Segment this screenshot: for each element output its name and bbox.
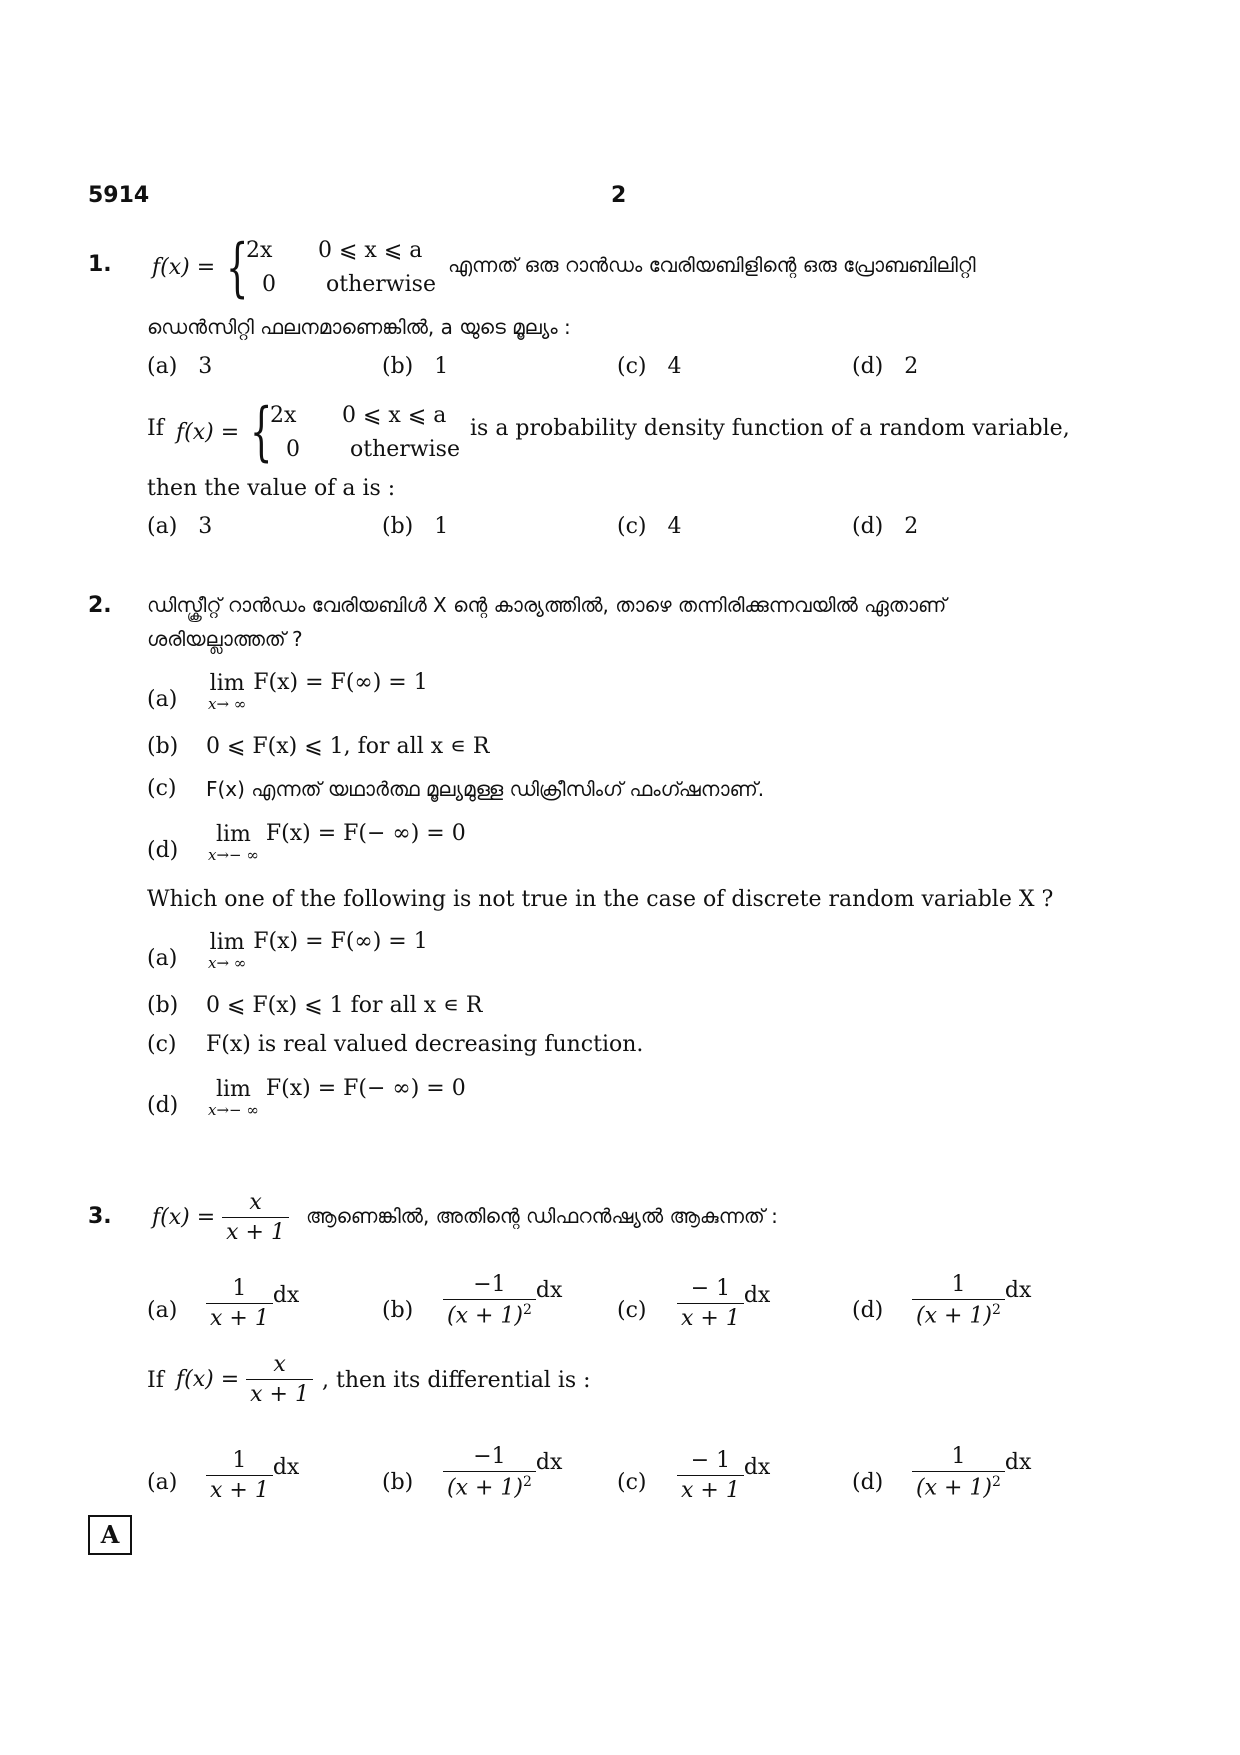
q3-ml-option-a-label: (a) bbox=[147, 1298, 178, 1323]
q2-en-option-d-label: (d) bbox=[147, 1093, 179, 1118]
q2-en-option-a: lim x→ ∞ F(x) = F(∞) = 1 bbox=[208, 929, 428, 972]
q1-en-text-2: then the value of a is : bbox=[147, 476, 396, 501]
q1-ml-option-d: (d) 2 bbox=[852, 354, 919, 379]
q2-ml-text-2: ശരിയല്ലാത്തത് ? bbox=[147, 627, 303, 651]
q1-en-option-c: (c) 4 bbox=[617, 514, 682, 539]
q1-en-func-lhs: f(x) = bbox=[176, 420, 240, 445]
q3-en-option-b-label: (b) bbox=[382, 1470, 414, 1495]
q1-en-case1-cond: 0 ⩽ x ⩽ a bbox=[342, 403, 447, 428]
q2-ml-option-d: lim x→− ∞ F(x) = F(− ∞) = 0 bbox=[208, 821, 466, 864]
q2-ml-option-b: 0 ⩽ F(x) ⩽ 1, for all x ∊ R bbox=[206, 734, 490, 759]
q2-ml-option-a: lim x→ ∞ F(x) = F(∞) = 1 bbox=[208, 670, 428, 713]
q3-en-option-c-label: (c) bbox=[617, 1470, 647, 1495]
q1-ml-text-2: ഡെൻസിറ്റി ഫലനമാണെങ്കിൽ, a യുടെ മൂല്യം : bbox=[147, 315, 571, 339]
q2-en-option-c: F(x) is real valued decreasing function. bbox=[206, 1032, 644, 1057]
q3-ml-func: f(x) = $\frac{x}{x + 1}$ bbox=[152, 1190, 289, 1245]
q3-en-func: f(x) = $\frac{x}{x + 1}$ bbox=[176, 1352, 313, 1407]
q2-en-option-c-label: (c) bbox=[147, 1032, 177, 1057]
series-box: A bbox=[88, 1515, 132, 1555]
q1-ml-case1-cond: 0 ⩽ x ⩽ a bbox=[318, 238, 423, 263]
q2-ml-option-c: F(x) എന്നത് യഥാർത്ഥ മൂല്യമുള്ള ഡിക്രീസിംഗ് ഫംഗ്ഷനാണ്. bbox=[206, 777, 765, 801]
q3-ml-option-c: $\frac{- 1}{x + 1}$ dx bbox=[677, 1276, 770, 1331]
q2-en-option-d: lim x→− ∞ F(x) = F(− ∞) = 0 bbox=[208, 1076, 466, 1119]
q1-en-text-1: is a probability density function of a random variable, bbox=[470, 416, 1070, 441]
q2-en-option-b: 0 ⩽ F(x) ⩽ 1 for all x ∊ R bbox=[206, 993, 483, 1018]
q3-en-option-a-label: (a) bbox=[147, 1470, 178, 1495]
q3-ml-option-b: $\frac{-1}{(x + 1)^2}$ dx bbox=[443, 1272, 562, 1328]
q1-ml-brace: { bbox=[226, 231, 249, 305]
q1-ml-case2-expr: 0 bbox=[262, 272, 276, 297]
q3-ml-option-d: $\frac{1}{(x + 1)^2}$ dx bbox=[912, 1272, 1031, 1328]
q1-ml-option-c: (c) 4 bbox=[617, 354, 682, 379]
q3-ml-option-c-label: (c) bbox=[617, 1298, 647, 1323]
q3-ml-option-b-label: (b) bbox=[382, 1298, 414, 1323]
q2-en-text: Which one of the following is not true in the case of discrete random variable X ? bbox=[147, 887, 1054, 912]
q3-en-option-d-label: (d) bbox=[852, 1470, 884, 1495]
page-number: 2 bbox=[611, 183, 627, 208]
q1-en-option-b: (b) 1 bbox=[382, 514, 449, 539]
q1-ml-option-a: (a) 3 bbox=[147, 354, 213, 379]
q3-en-if: If bbox=[147, 1368, 164, 1393]
q1-en-option-a: (a) 3 bbox=[147, 514, 213, 539]
paper-code: 5914 bbox=[88, 183, 150, 208]
q3-ml-option-d-label: (d) bbox=[852, 1298, 884, 1323]
q1-en-if: If bbox=[147, 416, 164, 441]
q2-en-option-b-label: (b) bbox=[147, 993, 179, 1018]
q1-ml-func-lhs: f(x) = bbox=[152, 255, 216, 280]
q1-en-case1-expr: 2x bbox=[270, 403, 297, 428]
q3-ml-option-a: $\frac{1}{x + 1}$ dx bbox=[206, 1276, 299, 1331]
q3-en-option-b: $\frac{-1}{(x + 1)^2}$ dx bbox=[443, 1444, 562, 1500]
q1-ml-text-1: എന്നത് ഒരു റാൻഡം വേരിയബിളിന്റെ ഒരു പ്രോബബിലിറ്റി bbox=[448, 253, 976, 277]
q1-ml-option-b: (b) 1 bbox=[382, 354, 449, 379]
q3-en-text: , then its differential is : bbox=[322, 1368, 591, 1393]
q1-ml-case2-cond: otherwise bbox=[326, 272, 436, 297]
q1-en-option-d: (d) 2 bbox=[852, 514, 919, 539]
q2-ml-option-d-label: (d) bbox=[147, 838, 179, 863]
question-number-3: 3. bbox=[88, 1204, 112, 1229]
q2-ml-option-c-label: (c) bbox=[147, 776, 177, 801]
q1-ml-case1-expr: 2x bbox=[246, 238, 273, 263]
q3-en-option-d: $\frac{1}{(x + 1)^2}$ dx bbox=[912, 1444, 1031, 1500]
q3-ml-text: ആണെങ്കിൽ, അതിന്റെ ഡിഫറൻഷ്യൽ ആകുന്നത് : bbox=[306, 1204, 778, 1228]
q1-en-brace: { bbox=[250, 395, 273, 469]
q3-en-option-a: $\frac{1}{x + 1}$ dx bbox=[206, 1448, 299, 1503]
q1-en-case2-cond: otherwise bbox=[350, 437, 460, 462]
q1-en-case2-expr: 0 bbox=[286, 437, 300, 462]
q2-ml-text-1: ഡിസ്ക്രീറ്റ് റാൻഡം വേരിയബിൾ X ന്റെ കാര്യത്തിൽ, താഴെ തന്നിരിക്കുന്നവയിൽ ഏതാണ് bbox=[147, 593, 947, 617]
q3-en-option-c: $\frac{- 1}{x + 1}$ dx bbox=[677, 1448, 770, 1503]
q2-ml-option-b-label: (b) bbox=[147, 734, 179, 759]
q2-en-option-a-label: (a) bbox=[147, 946, 178, 971]
question-number-2: 2. bbox=[88, 593, 112, 618]
question-number-1: 1. bbox=[88, 252, 112, 277]
q2-ml-option-a-label: (a) bbox=[147, 687, 178, 712]
